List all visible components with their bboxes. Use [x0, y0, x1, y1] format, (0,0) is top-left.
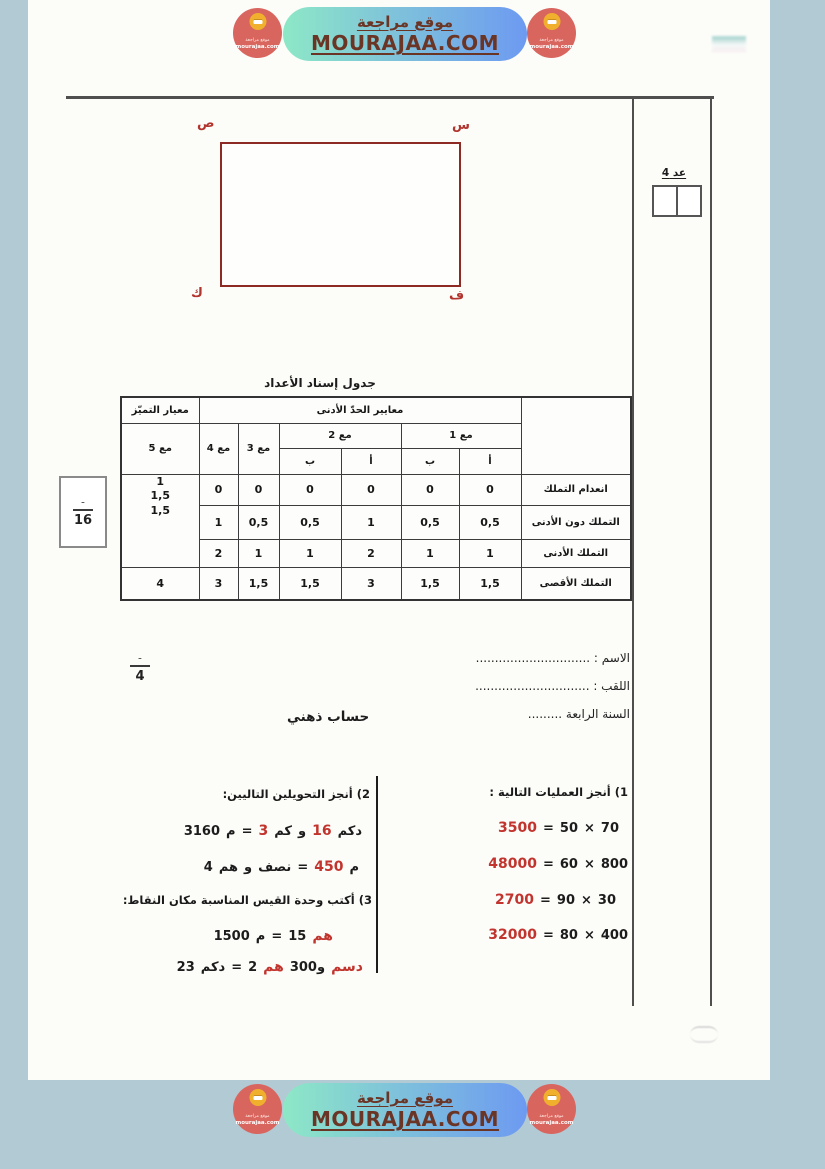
expression-token: 30 [597, 893, 616, 908]
mastery-row-label: التملك الأدنى [521, 539, 631, 567]
corner-label-kaf: ك [191, 286, 203, 301]
grade-cell: 2 [199, 539, 238, 567]
answer-value: 3 [258, 823, 269, 839]
expression-token: 1500 [213, 929, 250, 944]
book-icon [547, 1095, 556, 1100]
criterion-3: مع 3 [238, 423, 279, 474]
expression-token: × [583, 928, 595, 943]
site-banner-top[interactable] [283, 7, 527, 61]
total-score-box [59, 476, 107, 548]
sun-icon [249, 13, 266, 30]
fraction-bar [130, 665, 150, 667]
exercise-1-title: 1) أنجز العمليات التالية : [489, 785, 628, 799]
exercise-2-title: 2) أنجز التحويلين التاليين: [222, 787, 370, 801]
expression-token: م [226, 824, 236, 839]
site-title-link[interactable]: MOURAJAA.COM [311, 1107, 499, 1132]
expression-token: = [542, 928, 554, 943]
grade-cell: 0 [238, 474, 279, 505]
expression-token: × [583, 857, 595, 872]
rectangle-figure [220, 142, 461, 287]
score-mental: 4 [135, 669, 145, 684]
grade-cell: 1,5 [459, 567, 521, 600]
answer-value: 16 [312, 823, 332, 839]
conversion-line [184, 823, 362, 839]
grade-box-cell [654, 187, 678, 215]
expression-token: 3160 [183, 824, 221, 839]
expression-token: 400 [600, 928, 628, 943]
excellence-max-cell: 4 [121, 567, 199, 600]
expression-token: م [255, 929, 266, 944]
expression-token: و [244, 860, 253, 875]
criterion-4: مع 4 [199, 423, 238, 474]
grade-cell: 1 [238, 539, 279, 567]
grade-cell: 3 [341, 567, 401, 600]
site-logo [527, 1084, 576, 1134]
site-logo [527, 8, 576, 58]
equation-line [495, 892, 616, 908]
grade-cell: 2 [341, 539, 401, 567]
logo-text-url: mourajaa.com [529, 43, 574, 50]
expression-token: 4 [203, 860, 213, 875]
logo-text-url: mourajaa.com [235, 43, 280, 50]
site-title-arabic[interactable]: موقع مراجعة [356, 1088, 454, 1107]
expression-token: 90 [556, 893, 575, 908]
grade-cell: 0 [279, 474, 341, 505]
logo-text-arabic: موقع مراجعة [245, 1114, 270, 1120]
expression-token: × [581, 893, 592, 908]
grading-table [120, 396, 632, 601]
unit-line [214, 928, 333, 944]
site-logo [233, 8, 282, 58]
expression-token: دكم [200, 960, 226, 975]
sub-criterion-a: أ [341, 448, 401, 474]
expression-token: = [231, 960, 243, 975]
scan-smudge [712, 36, 746, 52]
excellence-value: 1,5 [150, 489, 170, 503]
excellence-value: 1 [156, 474, 165, 488]
score-blank: ـ [138, 652, 142, 662]
expression-token: و [297, 824, 307, 839]
frame-top-rule [66, 96, 714, 99]
grade-cell: 0,5 [459, 505, 521, 539]
margin-grade-box [652, 185, 702, 217]
expression-token: 70 [600, 821, 619, 836]
grade-cell: 1 [459, 539, 521, 567]
row-label-header-cell [521, 397, 631, 474]
score-blank: ـ [81, 496, 85, 506]
grade-cell: 1,5 [401, 567, 459, 600]
site-title-link[interactable]: MOURAJAA.COM [311, 31, 499, 56]
expression-token: 50 [559, 821, 578, 836]
expression-token: = [297, 860, 309, 875]
grade-cell: 0 [199, 474, 238, 505]
expression-token: = [241, 824, 253, 839]
answer-value: 2700 [495, 892, 534, 908]
excellence-header: معيار التميّز [121, 397, 199, 423]
grade-cell: 1 [279, 539, 341, 567]
answer-value: 450 [314, 859, 344, 875]
answer-value: 48000 [488, 856, 537, 872]
answer-value: 3500 [498, 820, 537, 836]
name-field-line: الاسم : .............................. [475, 651, 630, 665]
expression-token: نصف [258, 860, 292, 875]
mental-score-fraction [127, 653, 153, 683]
answer-value: دسم [331, 959, 363, 975]
frame-margin-rule-right [710, 96, 712, 1006]
expression-token: 800 [600, 857, 628, 872]
expression-token: هم [218, 860, 239, 875]
mastery-row-label: التملك الأقصى [521, 567, 631, 600]
margin-count-label: عد 4 [661, 167, 687, 179]
expression-token: = [540, 893, 551, 908]
corner-label-sad: ص [197, 116, 215, 131]
logo-text-arabic: موقع مراجعة [245, 38, 270, 44]
expression-token: 23 [176, 960, 195, 975]
grading-table-title: جدول إسناد الأعداد [264, 376, 376, 390]
grade-cell: 1 [199, 505, 238, 539]
expression-token: × [584, 821, 595, 836]
logo-text-arabic: موقع مراجعة [539, 1114, 564, 1120]
excellence-value: 1,5 [150, 504, 170, 518]
expression-token: دكم [337, 824, 362, 839]
corner-label-seen: س [452, 118, 470, 133]
equation-line [498, 820, 619, 836]
grade-cell: 1,5 [279, 567, 341, 600]
answer-value: هم [312, 928, 333, 944]
score-total: 16 [73, 513, 93, 528]
logo-text-url: mourajaa.com [529, 1119, 574, 1126]
criterion-2: مع 2 [279, 423, 401, 448]
expression-token: = [271, 929, 283, 944]
answer-value: 32000 [488, 927, 537, 943]
grade-cell: 0 [341, 474, 401, 505]
conversion-line [204, 859, 359, 875]
expression-token: 60 [559, 857, 578, 872]
exercise-3-title: 3) أكتب وحدة القيس المناسبة مكان النقاط: [122, 893, 372, 907]
sub-criterion-a: أ [459, 448, 521, 474]
sun-icon [543, 13, 560, 30]
expression-token: و300 [289, 960, 326, 975]
expression-token: كم [274, 824, 292, 839]
criterion-5: مع 5 [121, 423, 199, 474]
minimum-criteria-header: معايير الحدّ الأدنى [199, 397, 521, 423]
exercise-column-divider [376, 776, 378, 973]
fraction-bar [73, 509, 93, 511]
expression-token: 15 [288, 929, 307, 944]
sub-criterion-b: ب [401, 448, 459, 474]
grade-cell: 0 [459, 474, 521, 505]
equation-line [488, 856, 628, 872]
sun-icon [249, 1089, 266, 1106]
scan-smudge [690, 1026, 718, 1043]
surname-field-line: اللقب : .............................. [475, 679, 630, 693]
logo-text-arabic: موقع مراجعة [539, 38, 564, 44]
grade-cell: 1 [341, 505, 401, 539]
grade-cell: 0,5 [401, 505, 459, 539]
grade-cell: 0,5 [238, 505, 279, 539]
grade-cell: 0,5 [279, 505, 341, 539]
grade-box-cell [678, 187, 700, 215]
expression-token: 2 [248, 960, 258, 975]
logo-text-url: mourajaa.com [235, 1119, 280, 1126]
site-banner-bottom[interactable] [283, 1083, 527, 1137]
expression-token: = [543, 821, 554, 836]
book-icon [253, 1095, 262, 1100]
unit-line [177, 959, 363, 975]
site-title-arabic[interactable]: موقع مراجعة [356, 12, 454, 31]
equation-line [488, 927, 628, 943]
excellence-values-cell [121, 474, 199, 567]
expression-token: = [542, 857, 554, 872]
frame-margin-rule-left [632, 96, 634, 1006]
sub-criterion-b: ب [279, 448, 341, 474]
grade-cell: 1,5 [238, 567, 279, 600]
book-icon [547, 19, 556, 24]
mastery-row-label: التملك دون الأدنى [521, 505, 631, 539]
year-field-line: السنة الرابعة ......... [527, 707, 630, 721]
expression-token: 80 [559, 928, 578, 943]
grade-cell: 3 [199, 567, 238, 600]
grade-cell: 0 [401, 474, 459, 505]
site-logo [233, 1084, 282, 1134]
corner-label-fa: ف [449, 288, 465, 303]
sun-icon [543, 1089, 560, 1106]
book-icon [253, 19, 262, 24]
mastery-row-label: انعدام التملك [521, 474, 631, 505]
criterion-1: مع 1 [401, 423, 521, 448]
expression-token: م [349, 860, 359, 875]
answer-value: هم [263, 959, 284, 975]
section-title-mental-math: حساب ذهني [287, 709, 370, 725]
grade-cell: 1 [401, 539, 459, 567]
